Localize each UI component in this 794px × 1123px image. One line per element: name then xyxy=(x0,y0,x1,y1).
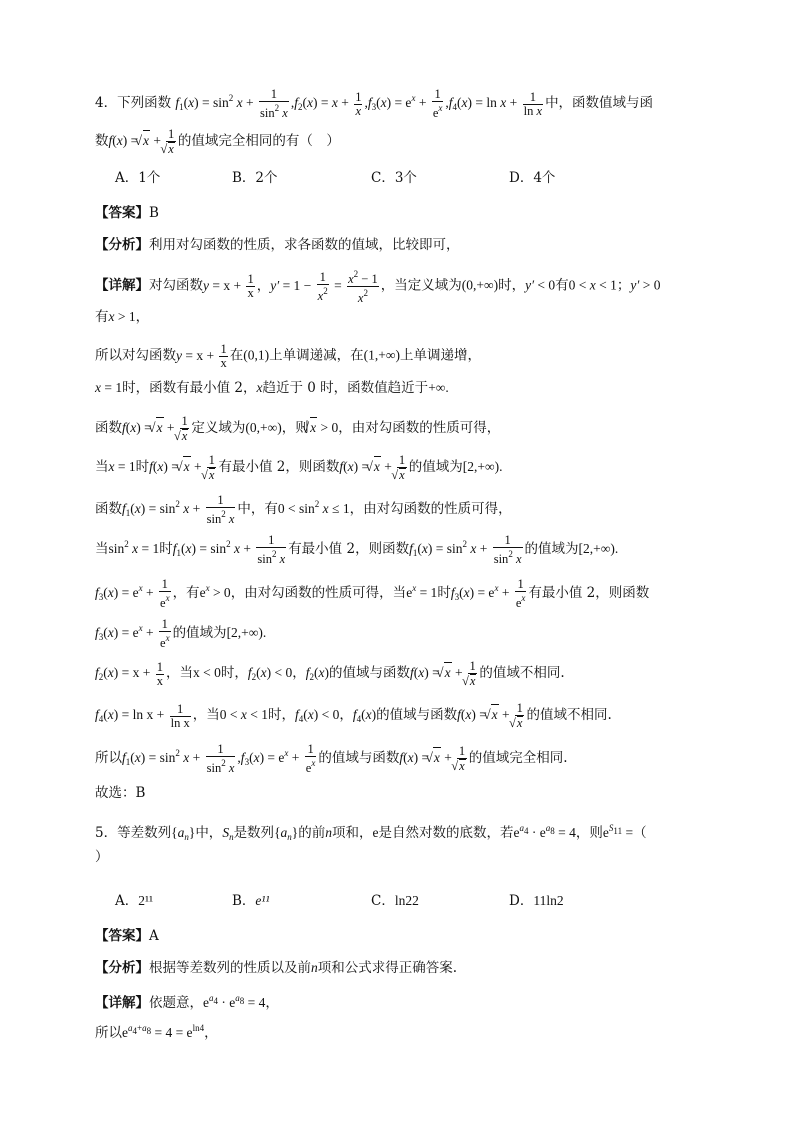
q4-detail-line4: x = 1时，函数有最小值 2，x趋近于 0 时，函数值趋近于+∞. xyxy=(95,380,449,396)
q4-detail-line1: 【详解】对勾函数y = x + $\frac{1}{x}$ ，y′ = 1 − $\frac{1}{x^2}$ = $\frac{x^2 - 1}{x^2}$ ，当定义域为(0,+∞)时，y′ < 0有0 < x < 1；y′ > 0 xyxy=(95,269,661,305)
q5-option-a: A．2¹¹ xyxy=(115,893,154,909)
q5-detail-line1: 【详解】依题意，$e^{a_4} \cdot e^{a_8} = 4$， xyxy=(95,993,279,1011)
q5-detail-line2: 所以$e^{a_4+a_8} = 4 = e^{ln4}$， xyxy=(95,1023,218,1041)
q4-detail-line8: 当$\sin^2 x = 1$时$f_1(x) = \sin^2 x$ + $\frac{1}{\sin^2 x}$ 有最小值 2，则函数$f_1(x) = \sin^2 x$ + $\frac{1}{\sin^2 x}$ 的值域为[2,+∞). xyxy=(95,533,619,566)
q4-detail-line6: 当x = 1时f(x) = √ x + 1 √ x 有最小值 2，则函数f(x) = √ x + 1 √ x 的值域为[2,+∞). xyxy=(95,454,502,482)
q5-option-c: C．ln22 xyxy=(371,893,419,909)
q4-option-a: A．1个 xyxy=(115,170,161,186)
q4-option-d: D．4个 xyxy=(509,170,556,186)
q4-detail-line5: 函数f(x) = √ x + 1 √ x 定义域为(0,+∞)，则√ x > 0，由对勾函数的性质可得， xyxy=(95,415,500,443)
q4-conclusion: 故选：B xyxy=(95,785,146,801)
q4-detail-line7: 函数$f_1(x) = \sin^2 x$ + $\frac{1}{\sin^2 x}$ 中，有$0 < \sin^2 x \le 1$，由对勾函数的性质可得， xyxy=(95,493,512,526)
q4-detail-line12: $f_4(x) = \ln x$ + $\frac{1}{\text{ln x}}$ ，当0 < x < 1时，$f_4(x) < 0$，$f_4(x)$的值域与函数f(x) = √ x + 1 √ x 的值域不相同. xyxy=(95,702,612,730)
q4-stem-line2: 数f(x) = √ x + 1 √ x 的值域完全相同的有（ ） xyxy=(95,128,340,156)
q4-stem-line1: 4．下列函数 $f_1(x) = \sin^2 x$ + $\frac{1}{\sin^2 x}$ $,f_2(x) = x$ + $\frac{1}{x}$ $,f_3(x) = e^x$ + $\frac{1}{e^x}$ $,f_4(x) = \ln x$ + $\frac{1}{\text{ln x}}$ 中，函数值域与函 xyxy=(95,87,654,120)
q4-answer: 【答案】B xyxy=(95,205,159,221)
q5-answer: 【答案】A xyxy=(95,928,159,944)
q4-detail-line10: $f_3(x) = e^x$ + $\frac{1}{e^x}$ 的值域为[2,+∞). xyxy=(95,617,267,650)
q4-analysis: 【分析】利用对勾函数的性质，求各函数的值域，比较即可， xyxy=(95,237,460,253)
q4-detail-line2: 有x > 1， xyxy=(95,309,150,325)
q5-option-d: D．11ln2 xyxy=(509,893,564,909)
q5-analysis: 【分析】根据等差数列的性质以及前n项和公式求得正确答案. xyxy=(95,960,458,976)
q4-option-b: B．2个 xyxy=(232,170,278,186)
q4-detail-line3: 所以对勾函数y = x + $\frac{1}{x}$ 在(0,1)上单调递减，在(1,+∞)上单调递增， xyxy=(95,342,481,370)
q5-stem-line1: 5．等差数列$\{a_n\}$中，$S_n$是数列$\{a_n\}$的前n项和，e是自然对数的底数，若$e^{a_4} \cdot e^{a_8} = 4$，则$e^{S_{11}}$ =（ xyxy=(95,823,647,842)
q5-option-b: B．e¹¹ xyxy=(232,893,270,909)
q4-option-c: C．3个 xyxy=(371,170,417,186)
q4-detail-line9: $f_3(x) = e^x$ + $\frac{1}{e^x}$ ，有$e^x > 0$，由对勾函数的性质可得，当$e^x = 1$时$f_3(x) = e^x$ + $\frac{1}{e^x}$ 有最小值 2，则函数 xyxy=(95,577,650,610)
q5-stem-line2: ） xyxy=(95,849,109,865)
q4-detail-line11: $f_2(x) = x$ + $\frac{1}{x}$ ，当x < 0时，$f_2(x) < 0$，$f_2(x)$的值域与函数f(x) = √ x + 1 √ x 的值域不相同. xyxy=(95,660,565,688)
q4-detail-line13: 所以$f_1(x) = \sin^2 x$ + $\frac{1}{\sin^2 x}$ $,f_3(x) = e^x$ + $\frac{1}{e^x}$ 的值域与函数f(x) = √ x + 1 √ x 的值域完全相同. xyxy=(95,743,568,775)
